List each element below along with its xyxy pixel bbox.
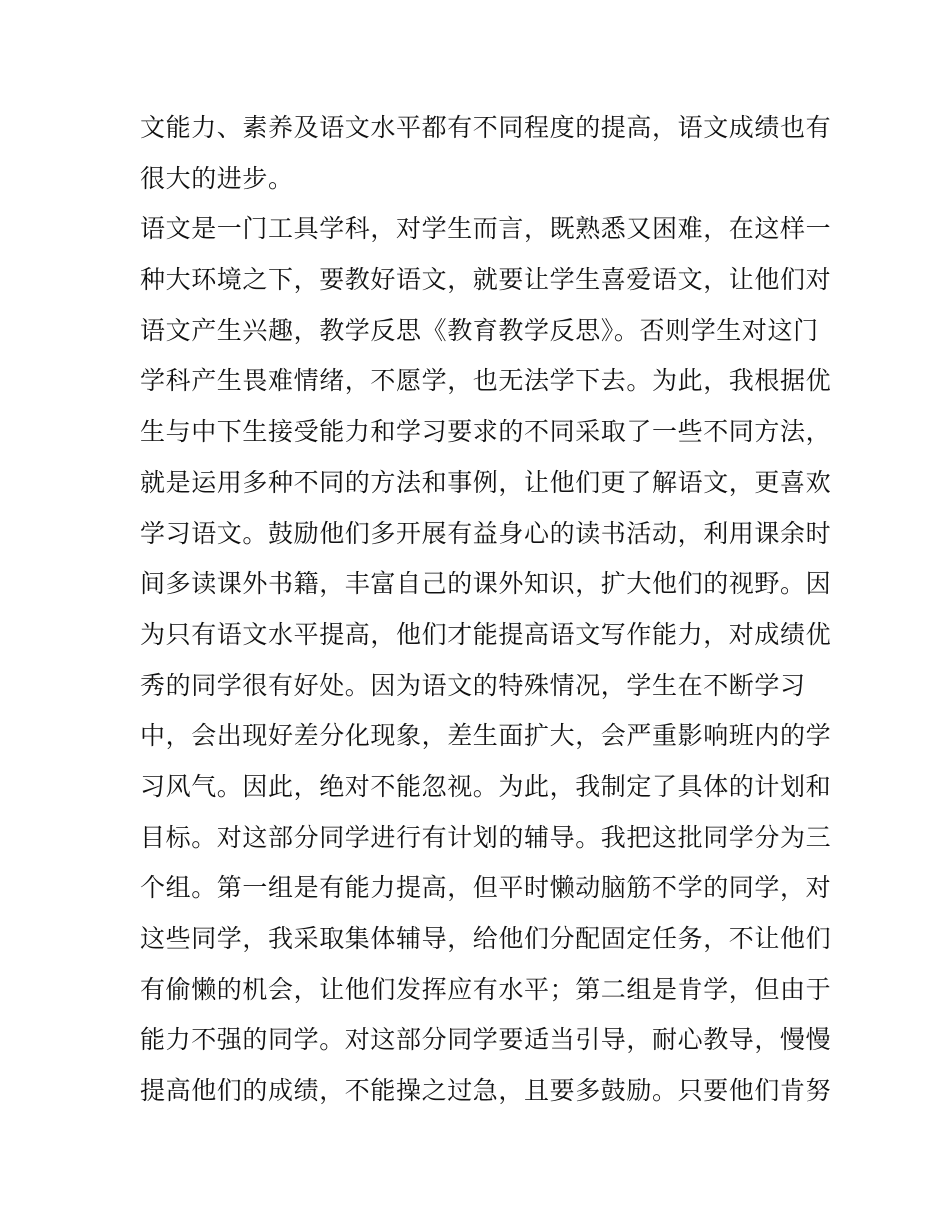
text-line: 语文是一门工具学科，对学生而言，既熟悉又困难，在这样一 [140,214,832,244]
text-line: 学习语文。鼓励他们多开展有益身心的读书活动，利用课余时 [140,518,832,548]
text-line: 有偷懒的机会，让他们发挥应有水平；第二组是肯学，但由于 [140,974,832,1004]
text-line: 个组。第一组是有能力提高，但平时懒动脑筋不学的同学，对 [140,873,832,903]
text-line: 间多读课外书籍，丰富自己的课外知识，扩大他们的视野。因 [140,569,832,599]
text-line: 习风气。因此，绝对不能忽视。为此，我制定了具体的计划和 [140,771,832,801]
text-line: 中，会出现好差分化现象，差生面扩大，会严重影响班内的学 [140,721,832,751]
text-line: 目标。对这部分同学进行有计划的辅导。我把这批同学分为三 [140,822,832,852]
text-line: 提高他们的成绩，不能操之过急，且要多鼓励。只要他们肯努 [140,1076,832,1106]
body-text [140,103,830,1117]
text-line: 学科产生畏难情绪，不愿学，也无法学下去。为此，我根据优 [140,366,832,396]
text-line: 能力不强的同学。对这部分同学要适当引导，耐心教导，慢慢 [140,1025,832,1055]
text-line: 种大环境之下，要教好语文，就要让学生喜爱语文，让他们对 [140,265,832,295]
text-line: 文能力、素养及语文水平都有不同程度的提高，语文成绩也有 [140,113,832,142]
text-line: 语文产生兴趣，教学反思《教育教学反思》。否则学生对这门 [140,315,819,345]
text-line: 为只有语文水平提高，他们才能提高语文写作能力，对成绩优 [140,619,832,649]
text-line: 这些同学，我采取集体辅导，给他们分配固定任务，不让他们 [140,924,832,953]
text-line: 很大的进步。 [140,163,294,193]
text-line: 就是运用多种不同的方法和事例，让他们更了解语文，更喜欢 [140,467,832,497]
text-line: 生与中下生接受能力和学习要求的不同采取了一些不同方法， [140,417,832,447]
text-line: 秀的同学很有好处。因为语文的特殊情况，学生在不断学习 [140,670,806,700]
